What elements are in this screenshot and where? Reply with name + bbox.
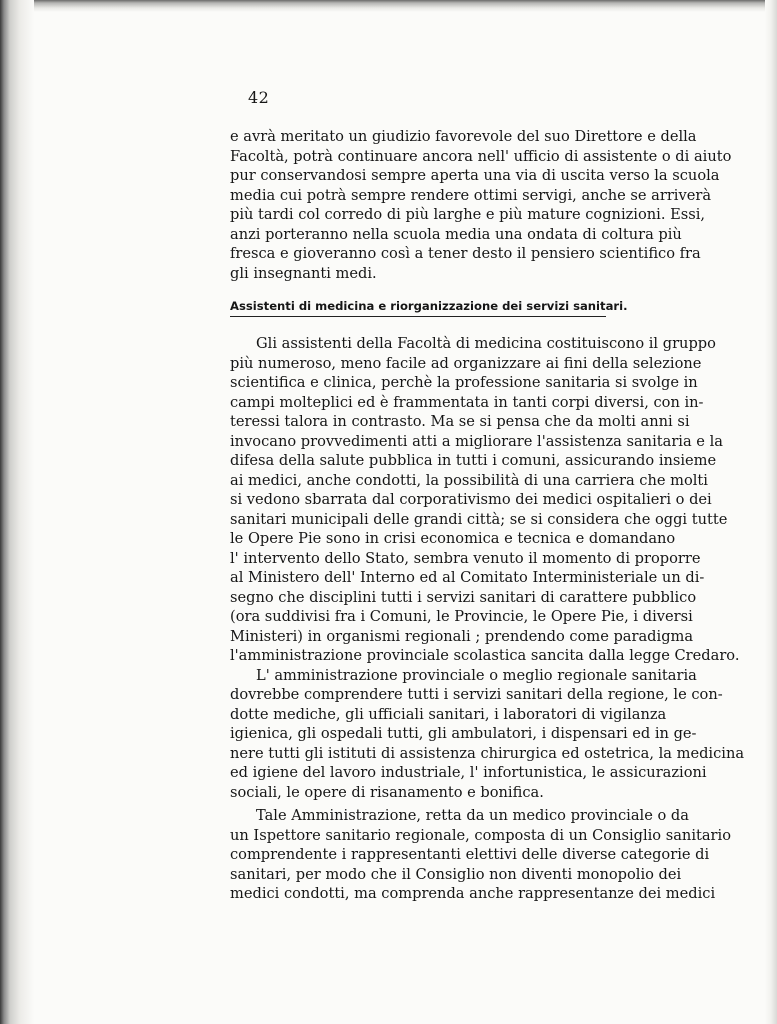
text-line: medici condotti, ma comprenda anche rappresentanze dei medici <box>230 885 716 902</box>
page-number: 42 <box>248 88 270 107</box>
text-line: l'amministrazione provinciale scolastica sancita dalla legge Credaro. <box>230 647 740 664</box>
text-line: fresca e gioveranno così a tener desto il pensiero scientifico fra <box>230 245 701 262</box>
text-line: ed igiene del lavoro industriale, l' infortunistica, le assicurazioni <box>230 764 707 781</box>
text-line: dotte mediche, gli ufficiali sanitari, i laboratori di vigilanza <box>230 705 667 723</box>
text-line: difesa della salute pubblica in tutti i comuni, assicurando insieme <box>230 452 717 469</box>
text-line: (ora suddivisi fra i Comuni, le Provincie, le Opere Pie, i diversi <box>230 608 693 625</box>
text-line: le Opere Pie sono in crisi economica e tecnica e domandano <box>230 530 676 547</box>
text-line: igienica, gli ospedali tutti, gli ambulatori, i dispensari ed in ge- <box>230 725 697 742</box>
text-line: campi molteplici ed è frammentata in tanti corpi diversi, con in- <box>230 393 704 411</box>
text-line: segno che disciplini tutti i servizi sanitari di carattere pubblico <box>230 588 697 606</box>
text-line: L' amministrazione provinciale o meglio regionale sanitaria <box>256 666 697 684</box>
text-line: teressi talora in contrasto. Ma se si pensa che da molti anni si <box>230 413 690 430</box>
text-line: Tale Amministrazione, retta da un medico provinciale o da <box>256 807 689 824</box>
text-line: sanitari, per modo che il Consiglio non diventi monopolio dei <box>230 865 682 883</box>
text-line: Gli assistenti della Facoltà di medicina costituiscono il gruppo <box>256 335 716 352</box>
text-line: Ministeri) in organismi regionali ; prendendo come paradigma <box>230 627 694 645</box>
section-body <box>230 334 745 904</box>
text-line: un Ispettore sanitario regionale, composta di un Consiglio sanitario <box>230 826 731 844</box>
text-line: nere tutti gli istituti di assistenza chirurgica ed ostetrica, la medicina <box>230 744 745 762</box>
text-line: si vedono sbarrata dal corporativismo dei medici ospitalieri o dei <box>230 491 712 508</box>
text-line: dovrebbe comprendere tutti i servizi sanitari della regione, le con- <box>230 686 723 703</box>
scan-edge-right <box>765 0 777 1024</box>
text-line: anzi porteranno nella scuola media una ondata di coltura più <box>230 225 682 243</box>
text-line: scientifica e clinica, perchè la professione sanitaria si svolge in <box>230 374 698 391</box>
text-line: gli insegnanti medi. <box>230 264 377 282</box>
text-line: più numeroso, meno facile ad organizzare ai fini della selezione <box>230 354 702 372</box>
section-heading: Assistenti di medicina e riorganizzazione dei servizi sanitari. <box>230 298 606 317</box>
text-line: più tardi col corredo di più larghe e più mature cognizioni. Essi, <box>230 206 706 223</box>
text-line: comprendente i rappresentanti elettivi delle diverse categorie di <box>230 846 710 863</box>
text-line: pur conservandosi sempre aperta una via di uscita verso la scuola <box>230 167 720 184</box>
text-line: media cui potrà sempre rendere ottimi servigi, anche se arriverà <box>230 186 712 204</box>
text-line: Facoltà, potrà continuare ancora nell' ufficio di assistente o di aiuto <box>230 147 732 165</box>
text-line: sociali, le opere di risanamento e bonifica. <box>230 783 544 801</box>
text-line: e avrà meritato un giudizio favorevole del suo Direttore e della <box>230 128 697 145</box>
text-line: al Ministero dell' Interno ed al Comitato Interministeriale un di- <box>230 569 705 586</box>
text-line: sanitari municipali delle grandi città; se si considera che oggi tutte <box>230 510 728 528</box>
text-line: ai medici, anche condotti, la possibilità di una carriera che molti <box>230 471 708 489</box>
opening-paragraph <box>230 127 732 283</box>
scan-edge-top <box>0 0 777 12</box>
text-line: invocano provvedimenti atti a migliorare l'assistenza sanitaria e la <box>230 432 723 450</box>
text-line: l' intervento dello Stato, sembra venuto il momento di proporre <box>230 549 701 567</box>
scan-edge-left <box>0 0 34 1024</box>
